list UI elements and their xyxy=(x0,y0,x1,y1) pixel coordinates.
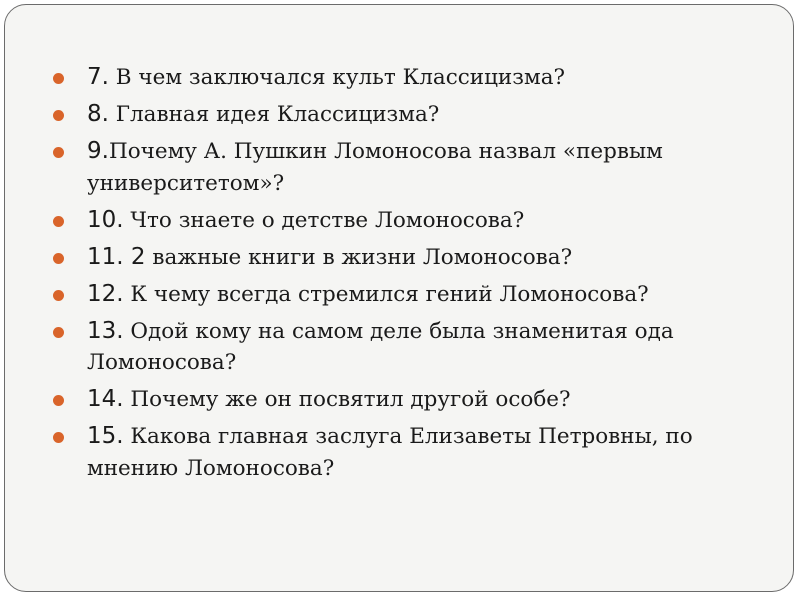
bullet-icon xyxy=(53,216,64,227)
list-item xyxy=(53,316,753,379)
question-number: 13. xyxy=(87,317,124,344)
question-number: 11. 2 xyxy=(87,243,146,270)
question-text: В чем заключался культ Классицизма? xyxy=(108,65,566,90)
bullet-icon xyxy=(53,253,64,264)
list-item xyxy=(53,421,753,484)
question-number: 7. xyxy=(87,64,109,90)
question-number: 8. xyxy=(87,101,109,127)
bullet-icon xyxy=(53,395,64,406)
bullet-icon xyxy=(53,110,64,121)
bullet-icon xyxy=(53,432,64,443)
bullet-icon xyxy=(53,73,64,84)
question-number: 15. xyxy=(87,423,124,449)
list-item xyxy=(53,279,753,311)
list-item xyxy=(53,136,753,199)
list-item xyxy=(53,384,753,416)
question-number: 10. xyxy=(87,206,124,233)
question-text: Почему же он посвятил другой особе? xyxy=(123,387,571,412)
list-item xyxy=(53,205,753,237)
bullet-icon xyxy=(53,290,64,301)
bullet-icon xyxy=(53,327,64,338)
question-number: 9. xyxy=(87,138,109,164)
question-text: К чему всегда стремился гений Ломоносова? xyxy=(123,281,649,307)
slide-frame xyxy=(4,4,794,592)
list-item xyxy=(53,99,753,131)
question-text: Главная идея Классицизма? xyxy=(108,102,440,127)
bullet-icon xyxy=(53,147,64,158)
question-text: важные книги в жизни Ломоносова? xyxy=(145,244,573,270)
question-number: 14. xyxy=(87,386,124,412)
question-list xyxy=(53,62,753,490)
question-number: 12. xyxy=(87,280,124,307)
question-text: Какова главная заслуга Елизаветы Петровны, по мнению Ломоносова? xyxy=(87,424,693,481)
question-text: Что знаете о детстве Ломоносова? xyxy=(123,207,525,233)
list-item xyxy=(53,62,753,94)
list-item xyxy=(53,242,753,274)
question-text: Одой кому на самом деле была знаменитая ода Ломоносова? xyxy=(87,318,674,375)
question-text: Почему А. Пушкин Ломоносова назвал «первым университетом»? xyxy=(87,139,663,196)
